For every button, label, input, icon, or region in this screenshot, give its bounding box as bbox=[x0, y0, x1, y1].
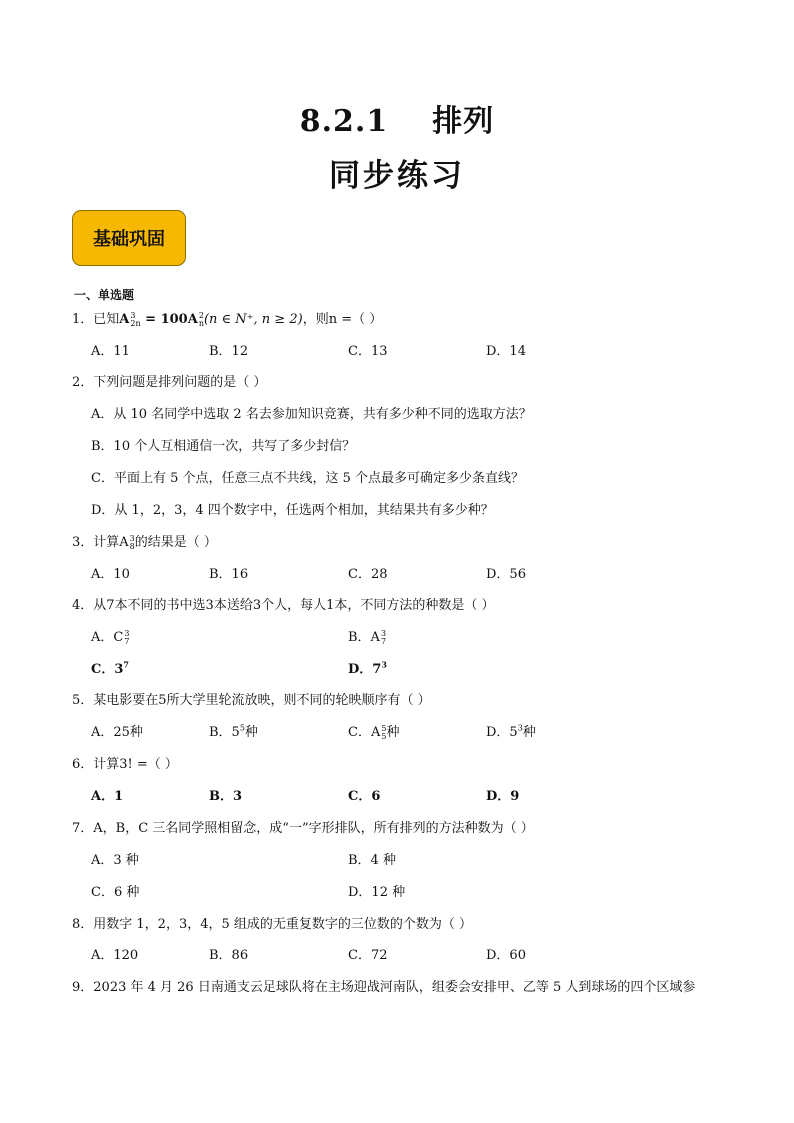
q4-option-c[interactable]: C．$3^7$ bbox=[91, 659, 129, 677]
q2-option-c[interactable]: C．平面上有 5 个点，任意三点不共线，这 5 个点最多可确定多少条直线？ bbox=[91, 471, 525, 486]
question-8: 8．用数字 1，2，3，4，5 组成的无重复数字的三位数的个数为（ ） bbox=[72, 917, 473, 932]
q6-option-c[interactable]: C．6 bbox=[348, 789, 381, 804]
q1-script-1: 3 2n bbox=[130, 310, 141, 328]
q8-option-c[interactable]: C．72 bbox=[348, 948, 388, 963]
q7-option-c[interactable]: C．6 种 bbox=[91, 885, 140, 900]
q8-option-d[interactable]: D．60 bbox=[486, 948, 526, 963]
q2-option-b[interactable]: B．10 个人互相通信一次，共写了多少封信？ bbox=[91, 439, 356, 454]
section-heading: 一、单选题 bbox=[74, 288, 135, 302]
question-7: 7．A，B，C 三名同学照相留念，成“一”字形排队，所有排列的方法种数为（ ） bbox=[72, 821, 534, 836]
topic-title: 排列 bbox=[432, 104, 495, 139]
question-5: 5．某电影要在5所大学里轮流放映，则不同的轮映顺序有（ ） bbox=[72, 693, 431, 708]
q5-option-d[interactable]: D．$5^3$种 bbox=[486, 723, 536, 740]
q1-script-2: 2 n bbox=[198, 310, 204, 328]
section-number: 8.2.1 bbox=[299, 104, 389, 139]
q8-option-a[interactable]: A．120 bbox=[91, 948, 139, 963]
basic-consolidation-badge: 基础巩固 bbox=[72, 210, 186, 266]
question-1: 1．已知A 3 2n = 100A 2 n (n ∈ N⁺, n ≥ 2)，则n =（ ） bbox=[72, 310, 383, 328]
q3-script: 3 8 bbox=[129, 533, 135, 551]
q1-option-a[interactable]: A．11 bbox=[91, 344, 130, 359]
q4-option-b[interactable]: B．A 3 7 bbox=[348, 628, 387, 646]
q2-option-d[interactable]: D．从 1，2，3，4 四个数字中，任选两个相加，其结果共有多少种？ bbox=[91, 503, 494, 518]
q3-option-c[interactable]: C．28 bbox=[348, 567, 388, 582]
q5-option-a[interactable]: A．25种 bbox=[91, 725, 143, 740]
page-subtitle: 同步练习 bbox=[329, 158, 465, 194]
q1-option-c[interactable]: C．13 bbox=[348, 344, 388, 359]
q1-option-d[interactable]: D．14 bbox=[486, 344, 526, 359]
q3-option-a[interactable]: A．10 bbox=[91, 567, 130, 582]
question-9: 9．2023 年 4 月 26 日南通支云足球队将在主场迎战河南队，组委会安排甲、乙等 5 人到球场的四个区域参 bbox=[72, 980, 696, 995]
q3-option-d[interactable]: D．56 bbox=[486, 567, 526, 582]
q4-option-d[interactable]: D．$7^3$ bbox=[348, 659, 387, 677]
question-6: 6．计算3! =（ ） bbox=[72, 757, 178, 772]
question-4: 4．从7本不同的书中选3本送给3个人，每人1本，不同方法的种数是（ ） bbox=[72, 598, 495, 613]
q4-option-a[interactable]: A．C 3 7 bbox=[91, 628, 130, 646]
q5-option-c[interactable]: C．A 5 5 种 bbox=[348, 723, 400, 741]
q7-option-a[interactable]: A．3 种 bbox=[91, 853, 139, 868]
question-3: 3．计算A 3 8 的结果是（ ） bbox=[72, 533, 217, 551]
q5-option-b[interactable]: B．$5^5$种 bbox=[209, 723, 258, 740]
q8-option-b[interactable]: B．86 bbox=[209, 948, 249, 963]
q6-option-d[interactable]: D．9 bbox=[486, 789, 520, 804]
question-2: 2．下列问题是排列问题的是（ ） bbox=[72, 375, 267, 390]
q7-option-b[interactable]: B．4 种 bbox=[348, 853, 396, 868]
q3-option-b[interactable]: B．16 bbox=[209, 567, 249, 582]
page-title bbox=[0, 96, 794, 140]
q7-option-d[interactable]: D．12 种 bbox=[348, 885, 406, 900]
q6-option-a[interactable]: A．1 bbox=[91, 789, 124, 804]
q1-option-b[interactable]: B．12 bbox=[209, 344, 249, 359]
q6-option-b[interactable]: B．3 bbox=[209, 789, 243, 804]
q2-option-a[interactable]: A．从 10 名同学中选取 2 名去参加知识竞赛，共有多少种不同的选取方法？ bbox=[91, 407, 532, 422]
